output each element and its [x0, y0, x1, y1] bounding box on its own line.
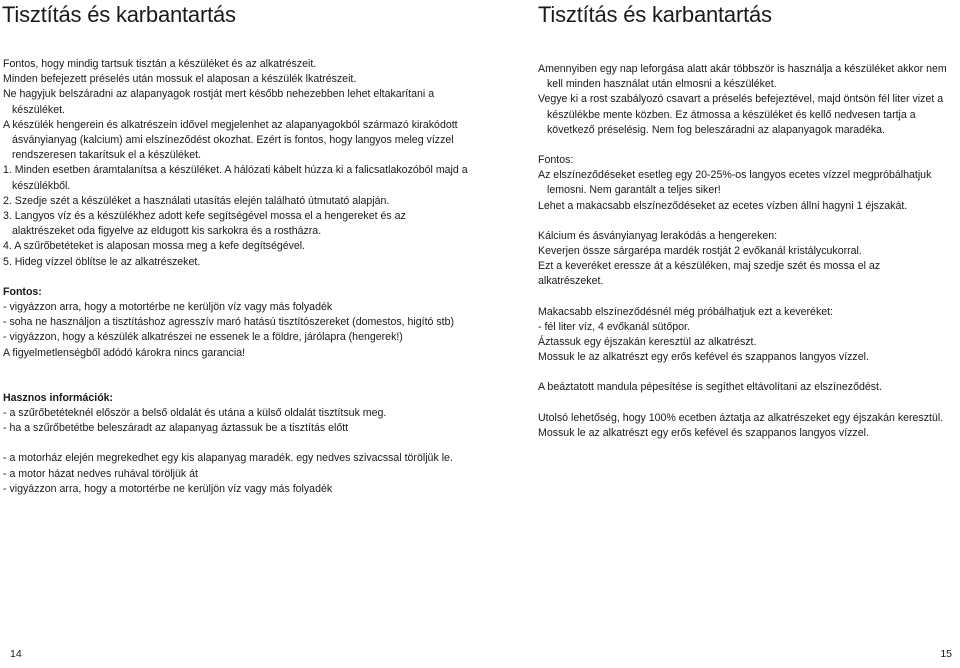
intro-line: Fontos, hogy mindig tartsuk tisztán a készüléket és az alkatrészeit. — [3, 58, 317, 70]
hasznos-heading: Hasznos információk: — [3, 391, 114, 404]
fontos-item: - vigyázzon, hogy a készülék alkatrészei ne essenek le a földre, járólapra (hengerek!) — [3, 331, 403, 344]
right-page-title: Tisztítás és karbantartás — [538, 2, 772, 27]
paragraph: Áztassuk egy éjszakán keresztül az alkatrészt. — [538, 336, 757, 349]
calcium-heading: Kálcium és ásványianyag lerakódás a hengereken: — [538, 229, 778, 242]
paragraph: Vegye ki a rost szabályozó csavart a préselés befejeztével, majd öntsön fél liter vizet a készülékbe mente közben. Ez átmossa a készüléket és kellő nedvesen tartja a következő préselésig. Nem fog beleszáradni az alapanyagok maradéka. — [538, 93, 944, 136]
paragraph: Mossuk le az alkatrészt egy erős kefével és szappanos langyos vízzel. — [538, 351, 869, 364]
paragraph: Keverjen össze sárgarépa mardék rostját 2 evőkanál kristálycukorral. — [538, 245, 862, 258]
cleaning-step: 5. Hideg vízzel öblítse le az alkatrészeket. — [3, 255, 201, 268]
paragraph: - fél liter víz, 4 evőkanál sütőpor. — [538, 320, 690, 333]
paragraph: Lehet a makacsabb elszíneződéseket az ecetes vízben állni hagyni 1 éjszakát. — [538, 199, 908, 212]
hasznos-item: - ha a szűrőbetétbe beleszáradt az alapanyag áztassuk be a tisztítás előtt — [3, 422, 349, 435]
paragraph: Az elszíneződéseket esetleg egy 20-25%-os langyos ecetes vízzel megpróbálhatjuk lemosni. Nem garantált a teljes siker! — [538, 169, 932, 197]
paragraph: Amennyiben egy nap leforgása alatt akár többször is használja a készüléket akkor nem kell minden használat után elmosni a készüléket. — [538, 63, 947, 91]
fontos-heading: Fontos: — [538, 154, 574, 167]
right-page — [480, 0, 960, 668]
motor-item: - a motor házat nedves ruhával töröljük át — [3, 467, 198, 480]
paragraph: Utolsó lehetőség, hogy 100% ecetben áztatja az alkatrészeket egy éjszakán keresztül. — [538, 411, 944, 424]
paragraph: A beáztatott mandula pépesítése is segíthet eltávolítani az elszíneződést. — [538, 381, 882, 394]
motor-item: - a motorház elején megrekedhet egy kis alapanyag maradék. egy nedves szivacssal töröljük le. — [3, 452, 453, 465]
right-page-body — [538, 62, 948, 441]
page-number: 14 — [10, 648, 22, 660]
warranty-note: A figyelmetlenségből adódó károkra nincs garancia! — [3, 346, 246, 359]
fontos-item: - vigyázzon arra, hogy a motortérbe ne kerüljön víz vagy más folyadék — [3, 301, 333, 314]
left-page-title: Tisztítás és karbantartás — [2, 2, 236, 27]
cleaning-step: 2. Szedje szét a készüléket a használati utasítás elején található útmutató alapján. — [3, 194, 390, 207]
hasznos-item: - a szűrőbetéteknél először a belső oldalát és utána a külső oldalát tisztítsuk meg. — [3, 407, 387, 420]
fontos-item: - soha ne használjon a tisztításhoz agresszív maró hatású tisztítószereket (domestos, higító stb) — [3, 316, 455, 329]
cleaning-step: 4. A szűrőbetéteket is alaposan mossa meg a kefe degítségével. — [3, 240, 306, 253]
cleaning-step: 1. Minden esetben áramtalanítsa a készüléket. A hálózati kábelt húzza ki a falicsatlakozóból majd a készülékből. — [3, 164, 468, 192]
cleaning-step: 3. Langyos víz és a készülékhez adott kefe segítségével mossa el a hengereket és az alaktrészeket oda figyelve az eldugott kis sarkokra és a rostházra. — [3, 210, 406, 238]
intro-line: A készülék hengerein és alkatrészein idővel megjelenhet az alapanyagokból származó kirakódott ásványianyag (kalcium) ami elszíneződést okozhat. Ezért is fontos, hogy langyos meleg vízzel rendszeresen takarítsuk el a készüléket. — [3, 118, 458, 162]
paragraph: Mossuk le az alkatrészt egy erős kefével és szappanos langyos vízzel. — [538, 426, 869, 439]
intro-line: Ne hagyjuk belszáradni az alapanyagok rostját mert később nehezebben lehet eltakarítani a készüléket. — [3, 88, 435, 116]
page-number: 15 — [940, 648, 952, 660]
intro-line: Minden befejezett préselés után mossuk el alaposan a készülék lkatrészeit. — [3, 73, 357, 86]
fontos-heading: Fontos: — [3, 285, 42, 298]
paragraph: Ezt a keveréket eressze át a készüléken, maj szedje szét és mossa el az alkatrészeket. — [538, 260, 881, 288]
paragraph: Makacsabb elszíneződésnél még próbálhatjuk ezt a keveréket: — [538, 305, 834, 318]
left-page-body — [3, 57, 471, 497]
motor-item: - vigyázzon arra, hogy a motortérbe ne kerüljön víz vagy más folyadék — [3, 482, 333, 495]
